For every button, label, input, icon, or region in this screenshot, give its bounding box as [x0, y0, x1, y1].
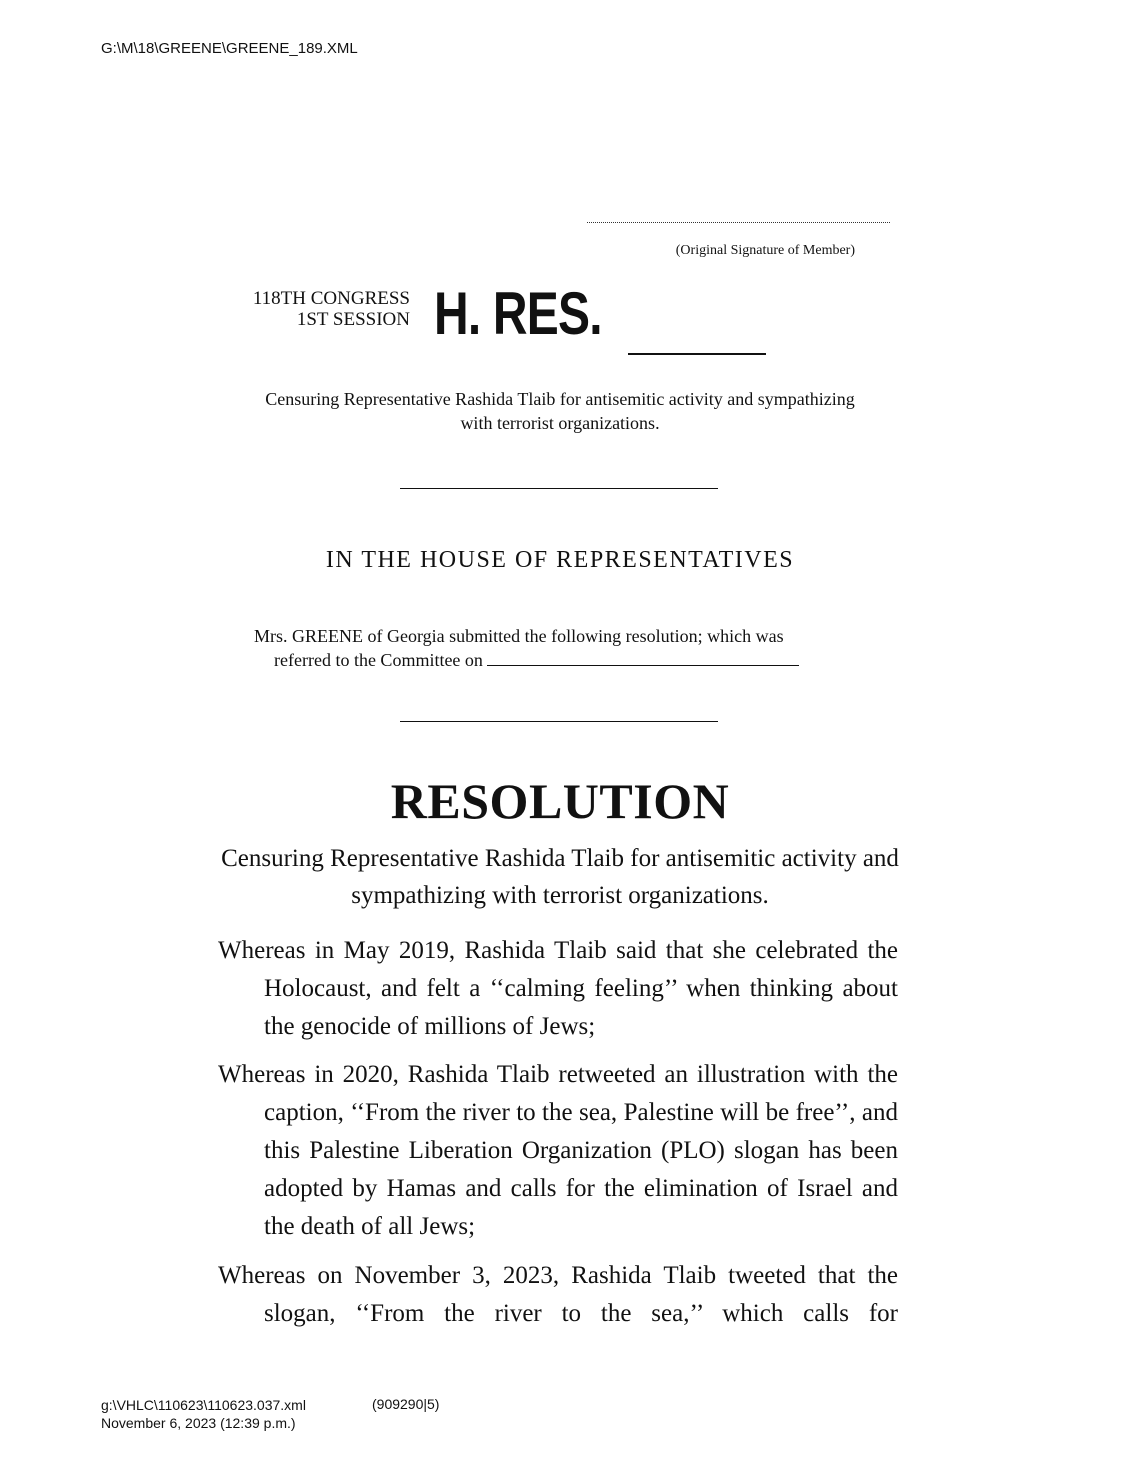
congress-session-block	[200, 288, 410, 330]
bill-type: H. RES.	[434, 280, 602, 347]
sponsor-text: of Georgia submitted the following resolution; which was	[367, 626, 784, 646]
document-heading: RESOLUTION	[390, 773, 730, 829]
whereas-clause: Whereas in May 2019, Rashida Tlaib said that she celebrated the Holocaust, and felt a ‘‘calming feeling’’ when thinking about the genocide of millions of Jews;	[218, 937, 898, 1040]
committee-referral-text: referred to the Committee on	[274, 650, 483, 670]
congress-number: 118TH CONGRESS	[252, 288, 410, 309]
chamber-heading: IN THE HOUSE OF REPRESENTATIVES	[325, 547, 795, 573]
signature-line	[587, 222, 890, 223]
divider	[400, 721, 718, 722]
file-path: G:\M\18\GREENE\GREENE_189.XML	[101, 40, 358, 57]
sponsor-name: GREENE	[292, 626, 364, 646]
footer-file-info	[101, 1396, 306, 1432]
footer-file-path: g:\VHLC\110623\110623.037.xml	[101, 1397, 306, 1413]
session-label: 1ST SESSION	[296, 309, 410, 330]
footer-code: (909290|5)	[372, 1396, 440, 1412]
sponsor-statement	[240, 624, 880, 672]
resolution-title: Censuring Representative Rashida Tlaib for antisemitic activity and sympathizing with terrorist organizations.	[221, 845, 899, 909]
whereas-clause: Whereas on November 3, 2023, Rashida Tlaib tweeted that the slogan, ‘‘From the river to the sea,’’ which calls for	[218, 1262, 898, 1327]
committee-blank	[487, 651, 799, 666]
whereas-clause: Whereas in 2020, Rashida Tlaib retweeted an illustration with the caption, ‘‘From the river to the sea, Palestine will be free’’, and this Palestine Liberation Organization (PLO) slogan has been adopted by Hamas and calls for the elimination of Israel and the death of all Jews;	[218, 1061, 898, 1240]
short-title: Censuring Representative Rashida Tlaib for antisemitic activity and sympathizing with terrorist organizations.	[265, 389, 855, 433]
sponsor-prefix: Mrs.	[254, 626, 288, 646]
footer-date: November 6, 2023 (12:39 p.m.)	[101, 1415, 296, 1431]
divider	[400, 488, 718, 489]
bill-number-blank	[628, 353, 766, 355]
signature-caption: (Original Signature of Member)	[675, 243, 855, 258]
